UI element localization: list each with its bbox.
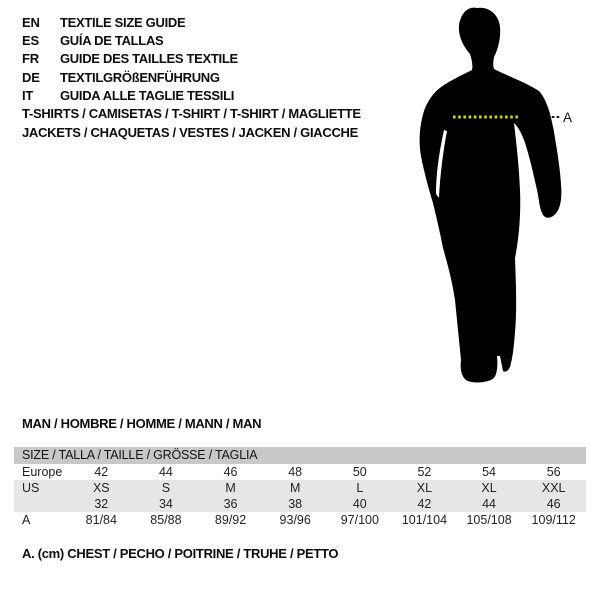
language-guide-list [22,13,238,105]
language-code: IT [22,88,34,104]
row-label: A [22,513,31,527]
category-line-jackets: JACKETS / CHAQUETAS / VESTES / JACKEN / GIACCHE [22,124,358,140]
language-label: TEXTILE SIZE GUIDE [60,14,186,30]
language-code: ES [22,33,39,49]
size-cell: XL [416,481,433,495]
size-cell: 48 [288,465,303,479]
language-label: GUIDE DES TAILLES TEXTILE [60,51,238,67]
size-cell: 81/84 [85,513,117,527]
size-cell: S [161,481,171,495]
language-code: DE [22,69,40,85]
size-table-header: SIZE / TALLA / TAILLE / GRÖSSE / TAGLIA [14,447,586,464]
language-row-en [22,13,238,31]
size-cell: 50 [352,465,367,479]
size-cell: 46 [546,497,561,511]
size-cell: 97/100 [340,513,379,527]
language-code: EN [22,14,40,30]
man-silhouette-figure [410,0,592,400]
size-cell: 54 [482,465,497,479]
size-cell: 56 [546,465,561,479]
language-label: GUIDA ALLE TAGLIE TESSILI [60,88,235,104]
language-label: GUÍA DE TALLAS [60,33,164,49]
size-cell: 32 [94,497,109,511]
size-table [14,447,586,528]
table-row-europe [14,464,586,480]
garment-categories [22,106,361,144]
size-cell: XS [92,481,110,495]
size-cell: M [289,481,301,495]
language-row-fr [22,50,238,68]
language-code: FR [22,51,39,67]
language-row-it [22,87,238,105]
size-cell: 109/112 [531,513,576,527]
man-silhouette [420,8,562,383]
size-cell: 105/108 [466,513,512,527]
section-title-man: MAN / HOMBRE / HOMME / MANN / MAN [22,416,262,431]
table-row-chest-cm [14,512,586,528]
size-cell: 101/104 [401,513,448,527]
size-cell: 38 [288,497,303,511]
table-row-us-numeric [14,496,586,512]
size-cell: 42 [94,465,109,479]
size-cell: 44 [482,497,497,511]
language-label: TEXTILGRÖßENFÜHRUNG [60,69,220,85]
size-cell: L [356,481,364,495]
category-line-tshirts: T-SHIRTS / CAMISETAS / T-SHIRT / T-SHIRT / MAGLIETTE [22,106,361,121]
language-row-de [22,68,238,86]
size-cell: 42 [417,497,432,511]
size-cell: 34 [158,497,173,511]
measure-label-a: A [563,110,573,125]
table-row-us-letter [14,480,586,496]
size-cell: 46 [223,465,238,479]
size-cell: 93/96 [279,513,311,527]
size-cell: 40 [352,497,367,511]
size-cell: 85/88 [150,513,182,527]
size-cell: XXL [541,481,566,495]
size-cell: M [225,481,236,495]
size-cell: 89/92 [214,513,247,527]
size-cell: XL [481,481,497,495]
size-cell: 52 [417,465,432,479]
size-cell: 44 [158,465,173,479]
language-row-es [22,31,238,49]
footnote-chest-measure: A. (cm) CHEST / PECHO / POITRINE / TRUHE / PETTO [22,546,339,561]
size-cell: 36 [223,497,238,511]
row-label: Europe [22,465,63,479]
row-label: US [22,481,40,495]
